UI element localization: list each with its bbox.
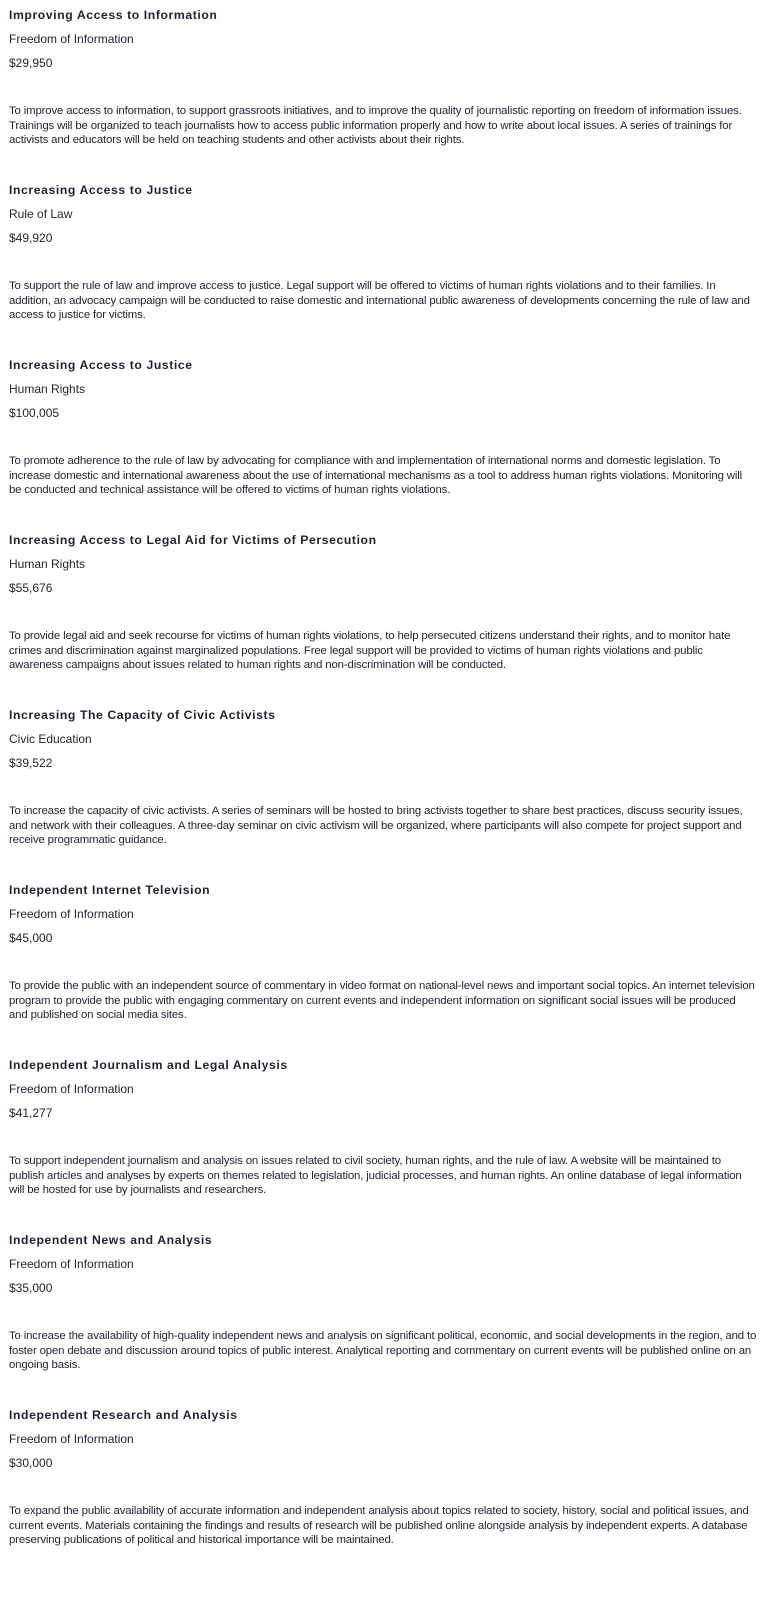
grant-amount: $30,000	[9, 1456, 53, 1470]
grant-category: Human Rights	[9, 382, 86, 396]
grant-description: To support the rule of law and improve access to justice. Legal support will be offered to victims of human rights violations and to their families. In addition, an advocacy campaign will be conducted to raise domestic and international public awareness of developments concerning the rule of law and access to justice for victims.	[9, 280, 750, 322]
grant-entry	[9, 1232, 761, 1407]
grant-amount: $41,277	[9, 1106, 53, 1120]
grant-amount: $45,000	[9, 931, 53, 945]
grant-category: Freedom of Information	[9, 907, 134, 921]
grant-title: Independent News and Analysis	[9, 1233, 213, 1247]
grant-description: To increase the capacity of civic activists. A series of seminars will be hosted to bring activists together to share best practices, discuss security issues, and network with their colleagues. A three-day seminar on civic activism will be organized, where participants will also compete for project support and receive programmatic guidance.	[9, 805, 743, 847]
grant-entry	[9, 182, 761, 357]
grant-amount: $39,522	[9, 756, 53, 770]
grant-entry	[9, 357, 761, 532]
grant-description: To expand the public availability of accurate information and independent analysis about topics related to society, history, social and political issues, and current events. Materials containing the findings and results of research will be published online alongside analysis by independent experts. A database preserving publications of political and historical importance will be maintained.	[9, 1505, 749, 1547]
grant-amount: $29,950	[9, 56, 53, 70]
grant-entry	[9, 882, 761, 1057]
grant-entry	[9, 1407, 761, 1582]
grant-description: To promote adherence to the rule of law by advocating for compliance with and implementation of international norms and domestic legislation. To increase domestic and international awareness about the use of international mechanisms as a tool to address human rights violations. Monitoring will be conducted and technical assistance will be offered to victims of human rights violations.	[9, 455, 743, 497]
grant-category: Rule of Law	[9, 207, 73, 221]
grant-amount: $35,000	[9, 1281, 53, 1295]
grant-entry	[9, 532, 761, 707]
grant-amount: $55,676	[9, 581, 53, 595]
grant-entry	[9, 1057, 761, 1232]
grant-description: To provide the public with an independent source of commentary in video format on national-level news and important social topics. An internet television program to provide the public with engaging commentary on current events and independent information on significant social issues will be produced and published on social media sites.	[9, 980, 755, 1022]
grant-entry	[9, 7, 761, 182]
grant-amount: $100,005	[9, 406, 60, 420]
grant-title: Independent Research and Analysis	[9, 1408, 238, 1422]
grant-title: Increasing Access to Legal Aid for Victims of Persecution	[9, 533, 377, 547]
grant-description: To increase the availability of high-quality independent news and analysis on significant political, economic, and social developments in the region, and to foster open debate and discussion around topics of public interest. Analytical reporting and commentary on current events will be published online on an ongoing basis.	[9, 1330, 757, 1372]
grant-category: Human Rights	[9, 557, 86, 571]
grant-category: Freedom of Information	[9, 1432, 134, 1446]
grant-description: To support independent journalism and analysis on issues related to civil society, human rights, and the rule of law. A website will be maintained to publish articles and analyses by experts on themes related to legislation, judicial processes, and human rights. An online database of legal information will be hosted for use by journalists and researchers.	[9, 1155, 742, 1197]
grant-title: Increasing Access to Justice	[9, 358, 193, 372]
grant-title: Increasing The Capacity of Civic Activists	[9, 708, 276, 722]
grant-entry	[9, 707, 761, 882]
grant-category: Freedom of Information	[9, 1082, 134, 1096]
grant-category: Freedom of Information	[9, 1257, 134, 1271]
grant-title: Improving Access to Information	[9, 8, 218, 22]
grant-title: Independent Internet Television	[9, 883, 211, 897]
grant-description: To improve access to information, to support grassroots initiatives, and to improve the quality of journalistic reporting on freedom of information issues. Trainings will be organized to teach journalists how to access public information properly and how to write about local issues. A series of trainings for activists and educators will be held on teaching students and other activists about their rights.	[9, 105, 742, 147]
grant-title: Independent Journalism and Legal Analysis	[9, 1058, 288, 1072]
grant-amount: $49,920	[9, 231, 53, 245]
grant-category: Freedom of Information	[9, 32, 134, 46]
grant-description: To provide legal aid and seek recourse for victims of human rights violations, to help persecuted citizens understand their rights, and to monitor hate crimes and discrimination against marginalized populations. Free legal support will be provided to victims of human rights violations and public awareness campaigns about issues related to human rights and non-discrimination will be conducted.	[9, 630, 731, 672]
grant-title: Increasing Access to Justice	[9, 183, 193, 197]
grant-category: Civic Education	[9, 732, 92, 746]
